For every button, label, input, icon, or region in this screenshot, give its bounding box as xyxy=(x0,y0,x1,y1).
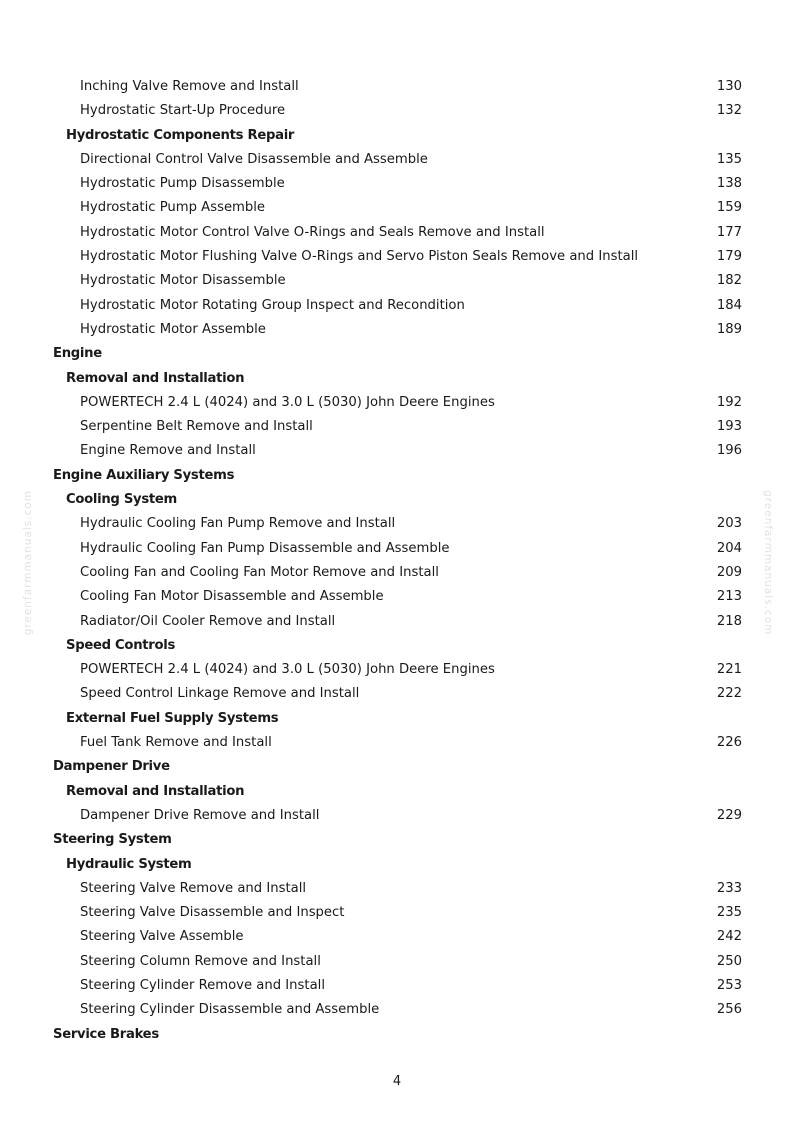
toc-entry-page: 235 xyxy=(716,905,742,921)
toc-subsection[interactable] xyxy=(0,124,794,148)
watermark-left: greenfarmmanuals.com xyxy=(22,490,34,636)
toc-entry-page: 177 xyxy=(716,224,742,240)
toc-entry[interactable] xyxy=(0,148,794,172)
toc-subsection[interactable] xyxy=(0,634,794,658)
toc-entry-title: Hydrostatic Motor Control Valve O-Rings and Seals Remove and Install xyxy=(80,224,545,240)
toc-entry-page: 209 xyxy=(716,564,742,580)
toc-entry-title: POWERTECH 2.4 L (4024) and 3.0 L (5030) John Deere Engines xyxy=(80,662,495,678)
toc-entry-page: 130 xyxy=(716,79,742,94)
toc-entry[interactable] xyxy=(0,294,794,318)
page-number: 4 xyxy=(392,1074,402,1089)
toc-subsection[interactable] xyxy=(0,488,794,512)
toc-entry-page: 253 xyxy=(716,977,742,993)
toc-entry-title: Fuel Tank Remove and Install xyxy=(80,735,272,751)
toc-entry-title: Steering System xyxy=(53,832,172,848)
toc-entry[interactable] xyxy=(0,950,794,974)
toc-entry-page: 159 xyxy=(716,200,742,216)
toc-entry-title: Cooling Fan and Cooling Fan Motor Remove and Install xyxy=(80,564,439,580)
toc-entry[interactable] xyxy=(0,318,794,342)
toc-entry-title: Dampener Drive xyxy=(53,759,170,775)
toc-entry-title: Cooling Fan Motor Disassemble and Assemble xyxy=(80,589,384,605)
toc-entry-page: 242 xyxy=(716,929,742,945)
toc-entry-page: 203 xyxy=(716,516,742,532)
toc-entry-title: Hydrostatic Pump Assemble xyxy=(80,200,266,216)
watermark-right: greenfarmmanuals.com xyxy=(762,490,774,636)
toc-entry-title: Engine Auxiliary Systems xyxy=(53,467,235,483)
toc-entry-page: 256 xyxy=(716,1002,742,1018)
toc-section[interactable] xyxy=(0,755,794,779)
toc-entry-page: 213 xyxy=(716,589,742,605)
toc-subsection[interactable] xyxy=(0,780,794,804)
toc-entry-title: Steering Cylinder Disassemble and Assemble xyxy=(80,1002,380,1018)
toc-entry[interactable] xyxy=(0,391,794,415)
toc-entry-title: Speed Controls xyxy=(66,637,176,653)
toc-entry-title: Dampener Drive Remove and Install xyxy=(80,807,320,823)
toc-entry-title: Removal and Installation xyxy=(66,783,245,799)
toc-entry-title: Directional Control Valve Disassemble and Assemble xyxy=(80,151,428,167)
toc-entry-title: Speed Control Linkage Remove and Install xyxy=(80,686,360,702)
toc-entry-title: Serpentine Belt Remove and Install xyxy=(80,419,313,435)
toc-entry-page: 250 xyxy=(716,953,742,969)
toc-section[interactable] xyxy=(0,342,794,366)
toc-entry-page: 192 xyxy=(716,394,742,410)
toc-entry-page: 204 xyxy=(716,540,742,556)
toc-entry-title: Steering Valve Disassemble and Inspect xyxy=(80,905,345,921)
toc-entry-title: Hydraulic Cooling Fan Pump Disassemble and Assemble xyxy=(80,540,450,556)
toc-entry[interactable] xyxy=(0,901,794,925)
toc-entry[interactable] xyxy=(0,537,794,561)
toc-entry-title: Engine Remove and Install xyxy=(80,443,256,459)
toc-entry-title: Hydrostatic Start-Up Procedure xyxy=(80,103,286,119)
toc-entry-title: Steering Valve Remove and Install xyxy=(80,880,307,896)
toc-entry-page: 132 xyxy=(716,103,742,119)
toc-entry-title: Steering Valve Assemble xyxy=(80,929,244,945)
toc-entry-title: Removal and Installation xyxy=(66,370,245,386)
toc-entry-page: 182 xyxy=(716,273,742,289)
toc-entry-title: Hydraulic System xyxy=(66,856,192,872)
toc-entry-title: Engine xyxy=(53,346,102,362)
toc-entry-title: POWERTECH 2.4 L (4024) and 3.0 L (5030) John Deere Engines xyxy=(80,394,495,410)
toc-entry-title: Hydrostatic Motor Flushing Valve O-Rings and Servo Piston Seals Remove and Install xyxy=(80,249,639,265)
toc-entry[interactable] xyxy=(0,221,794,245)
toc-entry-page: 135 xyxy=(716,151,742,167)
toc-entry-title: Hydraulic Cooling Fan Pump Remove and Install xyxy=(80,516,396,532)
toc-entry-title: Inching Valve Remove and Install xyxy=(80,79,299,94)
toc-entry[interactable] xyxy=(0,196,794,220)
table-of-contents xyxy=(0,75,794,1047)
toc-entry-title: Cooling System xyxy=(66,492,177,508)
toc-entry-page: 233 xyxy=(716,880,742,896)
toc-entry[interactable] xyxy=(0,731,794,755)
toc-entry-page: 138 xyxy=(716,176,742,192)
toc-entry-page: 184 xyxy=(716,297,742,313)
toc-subsection[interactable] xyxy=(0,853,794,877)
toc-entry[interactable] xyxy=(0,439,794,463)
toc-entry[interactable] xyxy=(0,682,794,706)
toc-entry-title: Radiator/Oil Cooler Remove and Install xyxy=(80,613,336,629)
toc-section[interactable] xyxy=(0,828,794,852)
toc-entry[interactable] xyxy=(0,610,794,634)
toc-entry[interactable] xyxy=(0,998,794,1022)
toc-entry-page: 193 xyxy=(716,419,742,435)
toc-entry[interactable] xyxy=(0,658,794,682)
toc-entry-title: Steering Cylinder Remove and Install xyxy=(80,977,325,993)
toc-entry[interactable] xyxy=(0,561,794,585)
toc-subsection[interactable] xyxy=(0,707,794,731)
toc-entry[interactable] xyxy=(0,512,794,536)
toc-entry[interactable] xyxy=(0,75,794,99)
toc-entry[interactable] xyxy=(0,925,794,949)
toc-entry[interactable] xyxy=(0,99,794,123)
toc-entry[interactable] xyxy=(0,269,794,293)
toc-entry-page: 222 xyxy=(716,686,742,702)
toc-entry[interactable] xyxy=(0,585,794,609)
toc-entry-title: Steering Column Remove and Install xyxy=(80,953,321,969)
toc-entry-page: 179 xyxy=(716,249,742,265)
toc-section[interactable] xyxy=(0,464,794,488)
toc-entry-page: 221 xyxy=(716,662,742,678)
toc-entry-page: 226 xyxy=(716,735,742,751)
toc-entry[interactable] xyxy=(0,415,794,439)
toc-entry-title: External Fuel Supply Systems xyxy=(66,710,279,726)
toc-entry[interactable] xyxy=(0,877,794,901)
toc-entry[interactable] xyxy=(0,172,794,196)
toc-section[interactable] xyxy=(0,1023,794,1047)
toc-entry[interactable] xyxy=(0,245,794,269)
toc-entry-page: 189 xyxy=(716,321,742,337)
toc-entry-title: Hydrostatic Pump Disassemble xyxy=(80,176,285,192)
toc-entry[interactable] xyxy=(0,974,794,998)
toc-entry-title: Hydrostatic Motor Disassemble xyxy=(80,273,286,289)
toc-entry-title: Hydrostatic Motor Rotating Group Inspect and Recondition xyxy=(80,297,465,313)
toc-entry-page: 196 xyxy=(716,443,742,459)
toc-entry-page: 229 xyxy=(716,807,742,823)
toc-entry-title: Hydrostatic Motor Assemble xyxy=(80,321,266,337)
toc-entry[interactable] xyxy=(0,804,794,828)
toc-entry-page: 218 xyxy=(716,613,742,629)
toc-subsection[interactable] xyxy=(0,367,794,391)
toc-entry-title: Hydrostatic Components Repair xyxy=(66,127,295,143)
toc-entry-title: Service Brakes xyxy=(53,1026,159,1042)
